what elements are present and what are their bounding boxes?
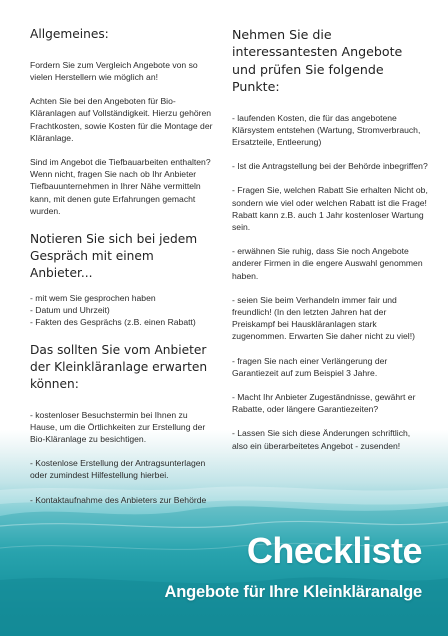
list-item: - Macht Ihr Anbieter Zugeständnisse, gewährt er Rabatte, oder längere Garantiezeiten? [232, 391, 416, 415]
general-paragraph-2: Achten Sie bei den Angeboten für Bio-Kläranlagen auf Vollständigkeit. Hierzu gehören Frachtkosten, sowie Kosten für die Montage der Kläranlage. [30, 96, 213, 143]
list-item: - Ist die Antragstellung bei der Behörde inbegriffen? [232, 161, 428, 172]
list-item: - fragen Sie nach einer Verlängerung der Garantiezeit auf zum Beispiel 3 Jahre. [232, 355, 388, 378]
left-column [30, 26, 216, 506]
list-item: - Kontaktaufnahme des Anbieters zur Behörde [30, 494, 207, 505]
general-paragraph-3: Sind im Angebot die Tiefbauarbeiten enthalten? Wenn nicht, fragen Sie nach ob Ihr Anbieter Tiefbauunternehmen in Ihrer Nähe vermitteln kann, mit denen gute Erfahrungen gemacht wurden. [30, 157, 211, 216]
list-item: - seien Sie beim Verhandeln immer fair und freundlich! (In den letzten Jahren hat der Preiskampf bei Hauskläranlagen stark zugenommen. Erwarten Sie daher nicht zu viel!) [232, 294, 415, 342]
list-item: - Fragen Sie, welchen Rabatt Sie erhalten Nicht ob, sondern wie viel oder welchen Rabatt ist die Frage! Rabatt kann z.B. auch 1 Jahr kostenloser Wartung sein. [232, 185, 428, 232]
list-item: - erwähnen Sie ruhig, dass Sie noch Angebote anderer Firmen in die engere Auswahl genommen haben. [232, 246, 423, 281]
heading-notes: Notieren Sie sich bei jedem Gespräch mit einem Anbieter... [30, 232, 198, 280]
list-item: - Fakten des Gesprächs (z.B. einen Rabatt) [30, 316, 196, 327]
heading-check-points: Nehmen Sie die interessantesten Angebote und prüfen Sie folgende Punkte: [232, 27, 403, 95]
right-column [232, 26, 428, 452]
list-item: - Datum und Uhrzeit) [30, 304, 110, 315]
banner-title: Checkliste [246, 530, 422, 571]
list-item: - kostenloser Besuchstermin bei Ihnen zu Hause, um die Örtlichkeiten zur Erstellung der Bio-Kläranlage zu besichtigen. [30, 409, 206, 445]
list-item: - mit wem Sie gesprochen haben [30, 292, 156, 303]
heading-general: Allgemeines: [30, 27, 109, 41]
general-paragraph-1: Fordern Sie zum Vergleich Angebote von so vielen Herstellern wie möglich an! [30, 59, 198, 83]
notes-list [30, 292, 216, 329]
list-item: - laufenden Kosten, die für das angebotene Klärsystem entstehen (Wartung, Stromverbrauch, Ersatzteile, Entleerung) [232, 112, 421, 147]
heading-expect: Das sollten Sie vom Anbieter der Kleinkläranlage erwarten können: [30, 343, 208, 391]
list-item: - Lassen Sie sich diese Änderungen schriftlich, also ein überarbeitetes Angebot - zusenden! [232, 428, 411, 451]
list-item: - Kostenlose Erstellung der Antragsunterlagen oder zumindest Hilfestellung hierbei. [30, 458, 206, 481]
banner-subtitle: Angebote für Ihre Kleinkläranalge [164, 583, 422, 601]
